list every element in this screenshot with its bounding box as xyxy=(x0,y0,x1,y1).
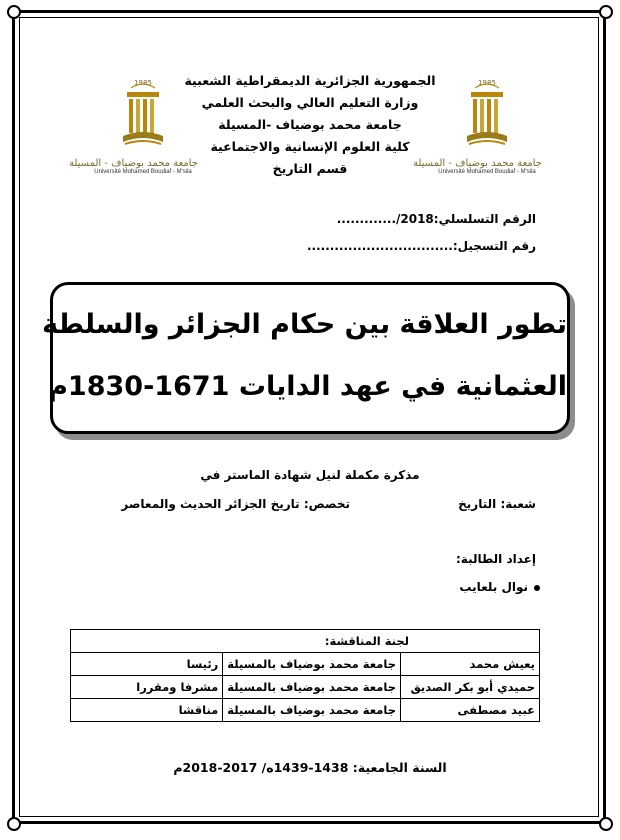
student-list-item xyxy=(459,580,540,594)
member-university: جامعة محمد بوضياف بالمسيلة xyxy=(223,676,401,699)
logo-university-name-ar: جامعة محمد بوضياف - المسيلة xyxy=(68,158,198,169)
university-name: جامعة محمد بوضياف -المسيلة xyxy=(218,117,402,132)
prepared-by-label: إعداد الطالبة: xyxy=(456,552,536,566)
branch-line xyxy=(458,497,536,511)
university-logo-right xyxy=(412,76,542,175)
registration-number-value: ................................ xyxy=(306,239,453,253)
ministry-name: وزارة التعليم العالي والبحث العلمي xyxy=(201,95,419,110)
table-row xyxy=(71,630,540,653)
serial-number-value: ............./2018 xyxy=(336,212,434,226)
serial-number-line xyxy=(337,212,536,226)
member-university: جامعة محمد بوضياف بالمسيلة xyxy=(223,653,401,676)
member-university: جامعة محمد بوضياف بالمسيلة xyxy=(223,699,401,722)
member-role: مناقشا xyxy=(71,699,223,722)
academic-year: السنة الجامعية: 1438-1439ه/ 2017-2018م xyxy=(173,760,447,775)
registration-number-line xyxy=(307,239,536,253)
logo-university-name-ar: جامعة محمد بوضياف - المسيلة xyxy=(412,158,542,169)
member-role: رئيسا xyxy=(71,653,223,676)
member-name: حميدي أبو بكر الصديق xyxy=(401,676,540,699)
table-row xyxy=(71,699,540,722)
logo-year: 1985 xyxy=(478,79,496,87)
bullet-icon xyxy=(534,585,540,591)
department-name: قسم التاريخ xyxy=(272,161,348,176)
logo-year: 1985 xyxy=(134,79,152,87)
memo-description: مذكرة مكملة لنيل شهادة الماستر في xyxy=(200,468,420,482)
member-name: يعيش محمد xyxy=(401,653,540,676)
serial-number-label: الرقم التسلسلي: xyxy=(433,212,536,226)
branch-value: التاريخ xyxy=(458,497,497,511)
member-role: مشرفا ومقررا xyxy=(71,676,223,699)
logo-university-name-fr: Université Mohamed Boudiaf - M'sila xyxy=(94,169,192,175)
corner-ornament xyxy=(7,5,21,19)
logo-university-name-fr: Université Mohamed Boudiaf - M'sila xyxy=(438,169,536,175)
committee-label: لجنة المناقشة: xyxy=(71,630,540,653)
faculty-name: كلية العلوم الإنسانية والاجتماعية xyxy=(210,139,410,154)
registration-number-label: رقم التسجيل: xyxy=(452,239,536,253)
table-row xyxy=(71,653,540,676)
specialty-line xyxy=(121,497,350,511)
specialty-value: تاريخ الجزائر الحديث والمعاصر xyxy=(121,497,300,511)
specialty-label: تخصص: xyxy=(303,497,350,511)
table-row xyxy=(71,676,540,699)
student-name: نوال بلعايب xyxy=(459,580,528,594)
republic-name: الجمهورية الجزائرية الديمقراطية الشعبية xyxy=(184,73,436,88)
thesis-title-box xyxy=(42,282,570,434)
corner-ornament xyxy=(599,817,613,831)
institution-header xyxy=(180,70,440,180)
committee-table xyxy=(70,629,540,722)
member-name: عبيد مصطفى xyxy=(401,699,540,722)
corner-ornament xyxy=(599,5,613,19)
thesis-title-line-2: العثمانية في عهد الدايات 1671-1830م xyxy=(48,371,567,402)
corner-ornament xyxy=(7,817,21,831)
branch-label: شعبة: xyxy=(500,497,536,511)
university-emblem-icon xyxy=(457,76,517,156)
university-emblem-icon xyxy=(113,76,173,156)
thesis-title-line-1: تطور العلاقة بين حكام الجزائر والسلطة xyxy=(42,309,567,340)
